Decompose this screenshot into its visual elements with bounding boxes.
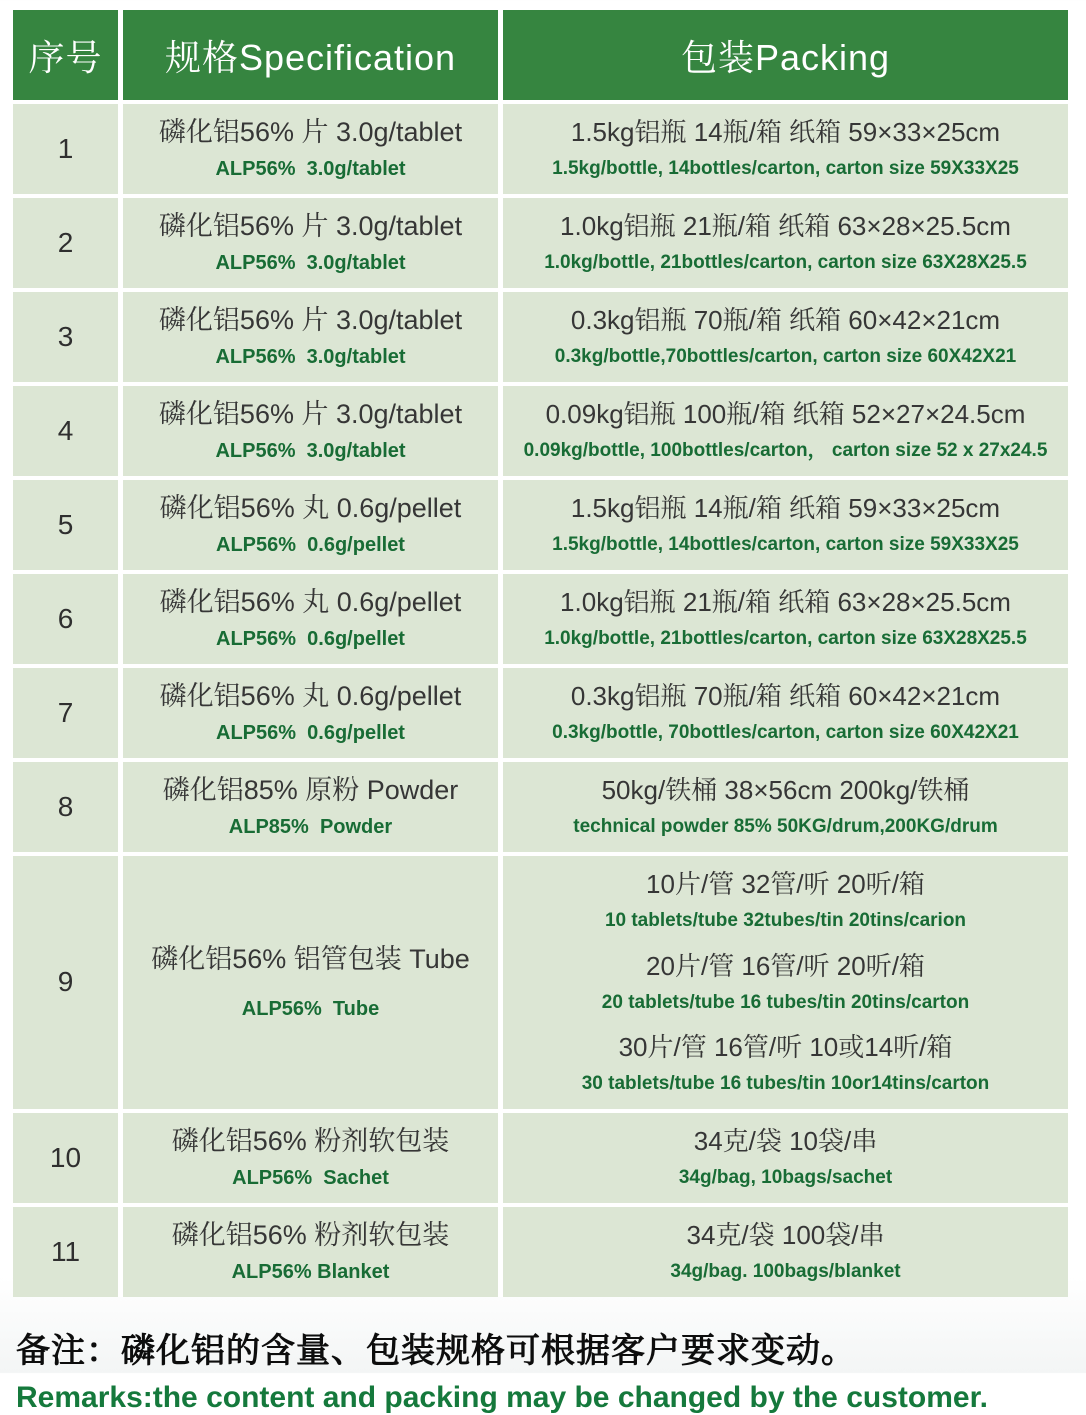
packing-english: 34g/bag, 10bags/sachet <box>678 1167 893 1189</box>
packing-english: technical powder 85% 50KG/drum,200KG/drum <box>573 816 998 838</box>
spec-chinese: 磷化铝56% 片 3.0g/tablet <box>158 304 463 335</box>
packing-chinese: 0.09kg铝瓶 100瓶/箱 纸箱 52×27×24.5cm <box>545 399 1026 430</box>
spec-chinese: 磷化铝56% 片 3.0g/tablet <box>158 398 463 429</box>
packing-cell <box>503 668 1068 758</box>
packing-cell <box>503 104 1068 194</box>
spec-cell <box>123 574 498 664</box>
packing-group <box>670 1218 900 1286</box>
spec-chinese: 磷化铝56% 粉剂软包装 <box>171 1219 450 1250</box>
packing-group <box>555 303 1016 371</box>
packing-chinese: 1.0kg铝瓶 21瓶/箱 纸箱 63×28×25.5cm <box>560 211 1011 242</box>
spec-chinese: 磷化铝85% 原粉 Powder <box>162 774 459 805</box>
packing-english: 0.3kg/bottle,70bottles/carton, carton size 60X42X21 <box>554 346 1017 368</box>
remarks-english: Remarks:the content and packing may be changed by the customer. <box>16 1380 988 1414</box>
remarks-chinese: 备注：磷化铝的含量、包装规格可根据客户要求变动。 <box>16 1331 856 1370</box>
packing-group <box>552 115 1019 183</box>
packing-chinese: 50kg/铁桶 38×56cm 200kg/铁桶 <box>601 775 970 806</box>
packing-english: 1.5kg/bottle, 14bottles/carton, carton size 59X33X25 <box>552 534 1019 556</box>
packing-cell <box>503 762 1068 852</box>
spec-english: ALP56% 3.0g/tablet <box>215 158 406 181</box>
packing-group <box>602 949 969 1017</box>
packing-chinese: 1.0kg铝瓶 21瓶/箱 纸箱 63×28×25.5cm <box>560 587 1011 618</box>
header-serial: 序号 <box>13 10 118 100</box>
serial-cell: 10 <box>13 1113 118 1203</box>
spec-english: ALP56% Blanket <box>231 1261 390 1284</box>
packing-group <box>679 1124 892 1192</box>
serial-cell: 7 <box>13 668 118 758</box>
spec-english: ALP56% 0.6g/pellet <box>216 628 405 651</box>
spec-chinese: 磷化铝56% 铝管包装 Tube <box>151 943 470 974</box>
packing-chinese: 34克/袋 100袋/串 <box>686 1220 885 1251</box>
packing-cell <box>503 292 1068 382</box>
packing-cell <box>503 1207 1068 1297</box>
spec-chinese: 磷化铝56% 丸 0.6g/pellet <box>159 586 462 617</box>
packing-group <box>524 397 1048 465</box>
packing-english: 0.3kg/bottle, 70bottles/carton, carton size 60X42X21 <box>552 722 1019 744</box>
packing-chinese: 34克/袋 10袋/串 <box>693 1126 878 1157</box>
packing-cell <box>503 856 1068 1109</box>
packing-group <box>552 491 1019 559</box>
packing-cell <box>503 386 1068 476</box>
packing-english: 30 tablets/tube 16 tubes/tin 10or14tins/carton <box>581 1073 990 1095</box>
packing-chinese: 0.3kg铝瓶 70瓶/箱 纸箱 60×42×21cm <box>570 305 1001 336</box>
packing-english: 10 tablets/tube 32tubes/tin 20tins/carion <box>604 910 967 932</box>
spec-chinese: 磷化铝56% 丸 0.6g/pellet <box>159 680 462 711</box>
packing-chinese: 30片/管 16管/听 10或14听/箱 <box>618 1032 953 1063</box>
packing-group <box>544 209 1027 277</box>
spec-cell <box>123 386 498 476</box>
packing-chinese: 1.5kg铝瓶 14瓶/箱 纸箱 59×33×25cm <box>570 117 1001 148</box>
header-packing: 包装Packing <box>503 10 1068 100</box>
packing-group <box>573 773 997 841</box>
spec-cell <box>123 1207 498 1297</box>
packing-english: 20 tablets/tube 16 tubes/tin 20tins/carton <box>601 991 970 1013</box>
spec-english: ALP56% Tube <box>241 998 380 1021</box>
serial-cell: 9 <box>13 856 118 1109</box>
spec-english: ALP56% 0.6g/pellet <box>216 722 405 745</box>
spec-cell <box>123 104 498 194</box>
spec-english: ALP56% 3.0g/tablet <box>215 252 406 275</box>
spec-cell <box>123 762 498 852</box>
spec-english: ALP85% Powder <box>228 816 393 839</box>
packing-group <box>552 679 1019 747</box>
spec-english: ALP56% 0.6g/pellet <box>216 534 405 557</box>
packing-english: 1.0kg/bottle, 21bottles/carton, carton size 63X28X25.5 <box>544 252 1027 274</box>
spec-english: ALP56% 3.0g/tablet <box>215 346 406 369</box>
packing-english: 0.09kg/bottle, 100bottles/carton， carton size 52 x 27x24.5 <box>523 440 1048 462</box>
packing-cell <box>503 574 1068 664</box>
packing-group <box>582 1030 990 1098</box>
packing-cell <box>503 198 1068 288</box>
spec-cell <box>123 1113 498 1203</box>
remarks-section <box>16 1323 1086 1415</box>
spec-cell <box>123 856 498 1109</box>
packing-english: 1.0kg/bottle, 21bottles/carton, carton size 63X28X25.5 <box>544 628 1027 650</box>
spec-chinese: 磷化铝56% 粉剂软包装 <box>171 1125 450 1156</box>
packing-chinese: 0.3kg铝瓶 70瓶/箱 纸箱 60×42×21cm <box>570 681 1001 712</box>
packing-english: 1.5kg/bottle, 14bottles/carton, carton size 59X33X25 <box>552 158 1019 180</box>
packing-chinese: 10片/管 32管/听 20听/箱 <box>646 869 925 899</box>
header-specification: 规格Specification <box>123 10 498 100</box>
spec-chinese: 磷化铝56% 丸 0.6g/pellet <box>159 492 462 523</box>
spec-cell <box>123 480 498 570</box>
serial-cell: 2 <box>13 198 118 288</box>
packing-cell <box>503 1113 1068 1203</box>
serial-cell: 5 <box>13 480 118 570</box>
packing-chinese: 1.5kg铝瓶 14瓶/箱 纸箱 59×33×25cm <box>570 493 1001 524</box>
spec-english: ALP56% Sachet <box>232 1167 389 1190</box>
serial-cell: 6 <box>13 574 118 664</box>
spec-english: ALP56% 3.0g/tablet <box>215 440 406 463</box>
spec-chinese: 磷化铝56% 片 3.0g/tablet <box>158 116 463 147</box>
spec-chinese: 磷化铝56% 片 3.0g/tablet <box>158 210 463 241</box>
spec-cell <box>123 668 498 758</box>
serial-cell: 1 <box>13 104 118 194</box>
serial-cell: 11 <box>13 1207 118 1297</box>
product-spec-table <box>13 10 1068 1297</box>
packing-group <box>544 585 1027 653</box>
packing-cell <box>503 480 1068 570</box>
serial-cell: 4 <box>13 386 118 476</box>
packing-english: 34g/bag. 100bags/blanket <box>670 1261 901 1283</box>
serial-cell: 3 <box>13 292 118 382</box>
spec-cell <box>123 292 498 382</box>
serial-cell: 8 <box>13 762 118 852</box>
spec-cell <box>123 198 498 288</box>
packing-chinese: 20片/管 16管/听 20听/箱 <box>646 950 925 981</box>
packing-group <box>605 867 966 935</box>
